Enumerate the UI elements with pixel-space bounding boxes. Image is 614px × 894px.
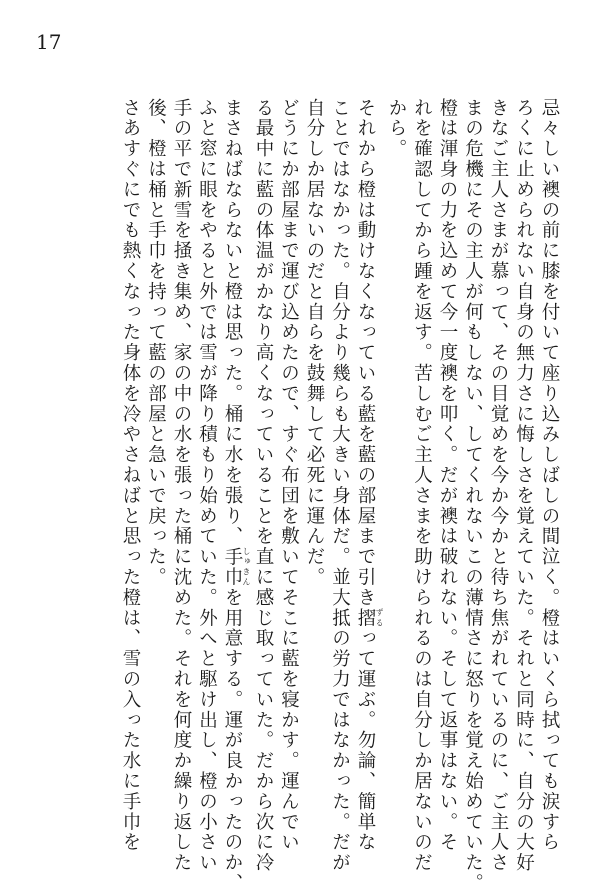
- body-text: [62, 98, 562, 894]
- ruby-reading: ずる: [375, 608, 384, 629]
- text-line: から。: [386, 98, 407, 160]
- text-line: ふと窓に眼をやると外では雪が降り積もり始めていた。外へと駆け出し、橙の小さい: [196, 98, 218, 874]
- ruby-annotation: 摺 ずる: [355, 608, 384, 629]
- text-line: 忌々しい襖の前に膝を付いて座り込みしばしの間泣く。橙はいくら拭っても涙すら: [539, 98, 560, 853]
- text-line: どうにか部屋まで運び込めたので、すぐ布団を敷いてそこに藍を寝かす。運んでい: [278, 98, 300, 853]
- text-line: きなご主人さまが慕って、その目覚めを今か今かと待ち焦がれているのに、ご主人さ: [488, 98, 509, 874]
- text-line: 手の平で新雪を掻き集め、家の中の水を張った桶に沈めた。それを何度か繰り返した: [171, 98, 192, 874]
- text-line: さあすぐにでも熱くなった身体を冷やさねばと思った橙は、雪の入った水に手巾を: [120, 98, 141, 853]
- ruby-annotation: 手巾 しゅきん: [222, 546, 251, 588]
- text-line: ろくに止められない自身の無力さに悔しさを覚えていた。それと同時に、自分の大好: [513, 98, 535, 874]
- text-line: る最中に藍の体温がかなり高くなっていることを直に感じ取っていた。だから次に冷: [253, 98, 274, 874]
- text-line: 後、橙は桶と手巾を持って藍の部屋と急いで戻った。: [145, 98, 167, 588]
- text-line-with-ruby: まさねばならないと橙は思った。桶に水を張り、手巾 しゅきんを用意する。運が良かったのか、: [222, 98, 251, 894]
- text-line-with-ruby: それから橙は動けなくなっている藍を藍の部屋まで引き摺 ずるって運ぶ。勿論、簡単な: [355, 98, 384, 853]
- text-line: ことではなかった。自分より幾らも大きい身体だ。並大抵の労力ではなかった。だが: [329, 98, 351, 874]
- text-line: まの危機にその主人が何もしない、してくれないこの薄情さに怒りを覚え始めていた。: [462, 98, 484, 894]
- page-number: 17: [36, 30, 62, 54]
- ruby-reading: しゅきん: [242, 546, 251, 588]
- text-line: 自分しか居ないのだと自らを鼓舞して必死に運んだ。: [304, 98, 325, 588]
- text-line: れを確認してから踵を返す。苦しむご主人さまを助けられるのは自分しか居ないのだ: [411, 98, 433, 874]
- text-line: 橙は渾身の力を込めて今一度襖を叩く。だが襖は破れない。そして返事はない。そ: [437, 98, 458, 853]
